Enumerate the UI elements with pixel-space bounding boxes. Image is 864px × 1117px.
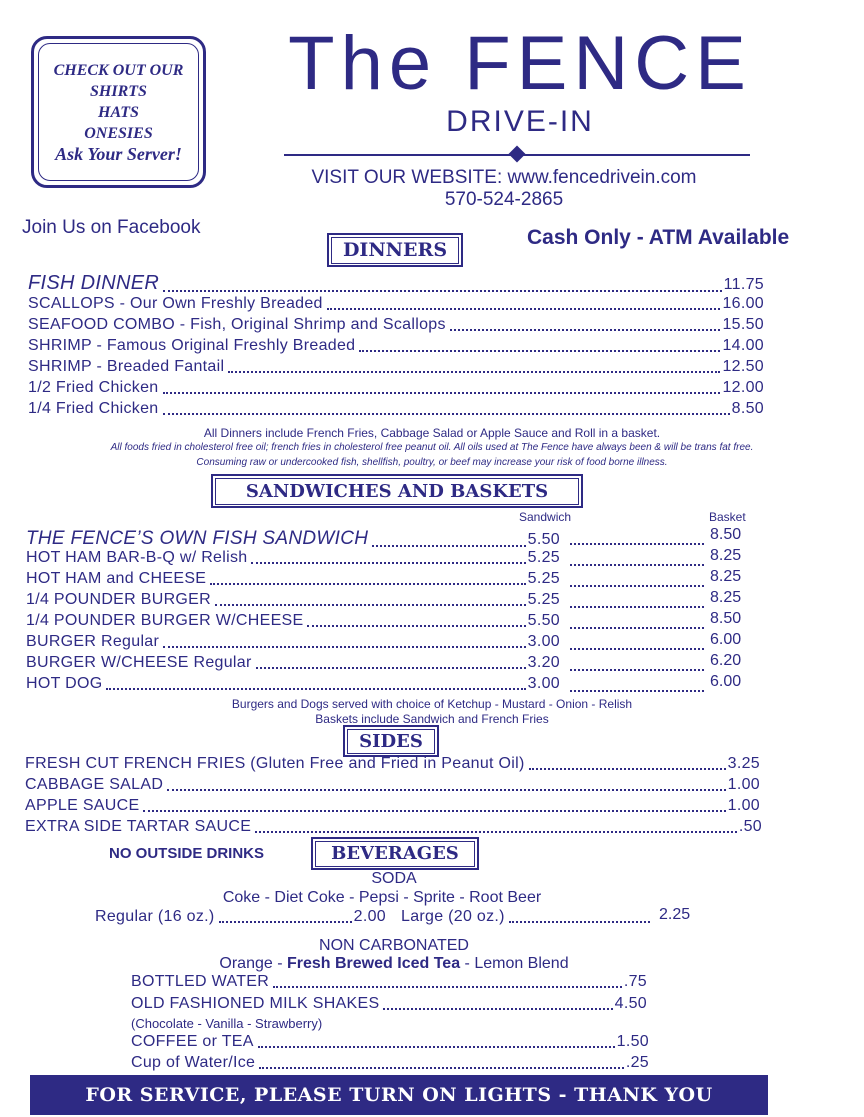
diamond-ornament-icon: [509, 146, 526, 163]
item-name: Cup of Water/Ice: [131, 1054, 256, 1071]
item-price: 12.50: [722, 358, 764, 375]
menu-item-row: [28, 316, 764, 334]
basket-price: 8.25: [710, 547, 742, 564]
item-price: 16.00: [722, 295, 764, 312]
menu-item-row: [28, 358, 764, 376]
facebook-text: Join Us on Facebook: [22, 217, 201, 238]
beverages-heading: BEVERAGES: [315, 841, 475, 867]
sandwich-price: 3.00: [527, 633, 560, 650]
promo-line: Ask Your Server!: [55, 143, 182, 164]
condiments-note: Burgers and Dogs served with choice of Ketchup - Mustard - Onion - Relish: [231, 697, 633, 711]
item-price: 1.50: [616, 1033, 649, 1050]
noncarb-pre: Orange -: [219, 955, 287, 972]
website-line: VISIT OUR WEBSITE: www.fencedrivein.com: [311, 167, 697, 188]
item-price: .75: [623, 973, 647, 990]
dot-leader: [163, 401, 730, 415]
item-name: 1/4 POUNDER BURGER: [26, 591, 211, 608]
dinners-heading: DINNERS: [331, 237, 459, 264]
noncarb-post: - Lemon Blend: [460, 955, 569, 972]
sandwiches-heading-box: [211, 474, 583, 508]
dinners-heading-box: [327, 233, 463, 267]
size-label: Large (20 oz.): [401, 908, 505, 925]
restaurant-title: The FENCE: [288, 21, 752, 106]
dot-leader: [106, 676, 525, 690]
merch-promo-box: [31, 36, 206, 188]
dot-leader: [251, 550, 525, 564]
dot-leader: [570, 648, 704, 650]
sandwich-row: [26, 570, 560, 588]
dot-leader: [529, 756, 726, 770]
phone-number: 570-524-2865: [444, 189, 564, 210]
side-row: [25, 797, 760, 815]
sandwich-price: 5.50: [527, 612, 560, 629]
noncarb-label: NON CARBONATED: [319, 937, 469, 954]
dot-leader: [359, 338, 720, 352]
dot-leader: [215, 592, 526, 606]
item-name: BURGER W/CHEESE Regular: [26, 654, 252, 671]
soda-list: Coke - Diet Coke - Pepsi - Sprite - Root Beer: [222, 889, 542, 906]
promo-line: HATS: [98, 103, 139, 121]
dot-leader: [167, 777, 725, 791]
size-price: 2.25: [659, 906, 691, 923]
sandwich-row: [26, 528, 560, 550]
dot-leader: [219, 909, 352, 923]
item-price: 8.50: [731, 400, 764, 417]
dot-leader: [273, 974, 622, 988]
dot-leader: [307, 613, 525, 627]
size-price: 2.00: [353, 908, 386, 925]
dot-leader: [450, 317, 721, 331]
dot-leader: [163, 634, 526, 648]
menu-item-row: [28, 295, 764, 313]
sandwich-price: 5.50: [527, 531, 560, 548]
sandwich-row: [26, 549, 560, 567]
oil-fine-print: All foods fried in cholesterol free oil; french fries in cholesterol free peanut oil. All oils used at The Fence have always been & will be trans fat free.: [110, 442, 754, 453]
sandwich-row: [26, 675, 560, 693]
no-outside-drinks: NO OUTSIDE DRINKS: [109, 845, 265, 862]
basket-price: 8.50: [710, 610, 742, 627]
noncarb-featured: Fresh Brewed Iced Tea: [286, 955, 461, 972]
beverage-row: [131, 1054, 649, 1072]
basket-price: 6.20: [710, 652, 742, 669]
item-name: EXTRA SIDE TARTAR SAUCE: [25, 818, 252, 835]
menu-item-row: [28, 400, 764, 418]
sandwich-price: 5.25: [527, 570, 560, 587]
basket-price: 8.50: [710, 526, 742, 543]
dot-leader: [163, 278, 722, 292]
menu-item-row: [28, 337, 764, 355]
basket-price: 6.00: [710, 631, 742, 648]
dot-leader: [383, 996, 612, 1010]
dot-leader: [570, 564, 704, 566]
basket-price: 6.00: [710, 673, 742, 690]
item-price: .50: [738, 818, 762, 835]
col-head-sandwich: Sandwich: [519, 510, 572, 524]
soda-regular-row: [95, 908, 386, 926]
service-banner: [30, 1075, 768, 1115]
item-name: OLD FASHIONED MILK SHAKES: [131, 995, 380, 1012]
size-label: Regular (16 oz.): [95, 908, 215, 925]
menu-item-row: [28, 272, 764, 295]
item-name: SEAFOOD COMBO - Fish, Original Shrimp and Scallops: [28, 316, 446, 333]
sides-heading-box: [343, 725, 439, 757]
dot-leader: [143, 798, 725, 812]
service-banner-text: FOR SERVICE, PLEASE TURN ON LIGHTS - THANK YOU: [85, 1084, 713, 1106]
dot-leader: [570, 627, 704, 629]
dot-leader: [258, 1034, 615, 1048]
soda-large-row: [401, 908, 652, 926]
sandwich-price: 5.25: [527, 591, 560, 608]
beverages-heading-box: [311, 837, 479, 870]
dot-leader: [327, 296, 721, 310]
item-price: 14.00: [722, 337, 764, 354]
side-row: [25, 818, 762, 836]
item-price: 3.25: [727, 755, 760, 772]
dot-leader: [255, 819, 737, 833]
item-name: SHRIMP - Famous Original Freshly Breaded: [28, 337, 356, 354]
dot-leader: [570, 543, 704, 545]
dot-leader: [163, 380, 721, 394]
basket-price: 8.25: [710, 589, 742, 606]
sandwich-row: [26, 591, 560, 609]
item-name: 1/4 POUNDER BURGER W/CHEESE: [26, 612, 304, 629]
side-row: [25, 776, 760, 794]
basket-price: 8.25: [710, 568, 742, 585]
item-name: HOT HAM and CHEESE: [26, 570, 207, 587]
sandwich-row: [26, 612, 560, 630]
sandwich-price: 3.20: [527, 654, 560, 671]
restaurant-subtitle: DRIVE-IN: [446, 105, 594, 138]
dinners-note: All Dinners include French Fries, Cabbage Salad or Apple Sauce and Roll in a basket.: [203, 426, 661, 440]
dot-leader: [256, 655, 526, 669]
beverage-row: [131, 973, 647, 991]
dot-leader: [570, 585, 704, 587]
dot-leader: [228, 359, 720, 373]
item-name: COFFEE or TEA: [131, 1033, 254, 1050]
item-price: 1.00: [727, 797, 760, 814]
sandwich-price: 3.00: [527, 675, 560, 692]
dot-leader: [509, 909, 650, 923]
shake-flavors: (Chocolate - Vanilla - Strawberry): [131, 1016, 323, 1031]
baskets-note: Baskets include Sandwich and French Fries: [315, 712, 549, 726]
sides-heading: SIDES: [347, 729, 435, 754]
food-safety-fine-print: Consuming raw or undercooked fish, shellfish, poultry, or beef may increase your risk of food borne illness.: [196, 457, 668, 468]
dot-leader: [259, 1055, 624, 1069]
item-price: 1.00: [727, 776, 760, 793]
item-name: 1/2 Fried Chicken: [28, 379, 159, 396]
col-head-basket: Basket: [709, 510, 746, 524]
dot-leader: [570, 690, 704, 692]
promo-line: CHECK OUT OUR: [53, 61, 184, 79]
merch-promo-inner: [38, 43, 199, 181]
noncarb-list: [0, 955, 788, 973]
sandwich-price: 5.25: [527, 549, 560, 566]
promo-line: SHIRTS: [90, 82, 147, 100]
side-row: [25, 755, 760, 773]
dot-leader: [372, 533, 525, 547]
item-name: APPLE SAUCE: [25, 797, 140, 814]
item-name: FRESH CUT FRENCH FRIES (Gluten Free and Fried in Peanut Oil): [25, 755, 525, 772]
item-name: BOTTLED WATER: [131, 973, 270, 990]
menu-item-row: [28, 379, 764, 397]
dot-leader: [210, 571, 525, 585]
item-price: 4.50: [614, 995, 647, 1012]
item-name: THE FENCE’S OWN FISH SANDWICH: [26, 528, 369, 549]
promo-line: ONESIES: [84, 124, 153, 142]
sandwich-row: [26, 654, 560, 672]
payment-note: Cash Only - ATM Available: [527, 226, 790, 249]
item-price: .25: [625, 1054, 649, 1071]
item-price: 12.00: [722, 379, 764, 396]
sandwiches-heading: SANDWICHES AND BASKETS: [215, 478, 579, 505]
beverage-row: [131, 995, 647, 1013]
item-name: FISH DINNER: [28, 272, 160, 294]
item-name: SCALLOPS - Our Own Freshly Breaded: [28, 295, 323, 312]
item-name: 1/4 Fried Chicken: [28, 400, 159, 417]
item-name: SHRIMP - Breaded Fantail: [28, 358, 225, 375]
beverage-row: [131, 1033, 649, 1051]
item-price: 15.50: [722, 316, 764, 333]
soda-label: SODA: [371, 870, 417, 887]
sandwich-row: [26, 633, 560, 651]
item-name: HOT HAM BAR-B-Q w/ Relish: [26, 549, 248, 566]
dot-leader: [570, 606, 704, 608]
item-name: BURGER Regular: [26, 633, 160, 650]
item-price: 11.75: [723, 276, 764, 293]
dot-leader: [570, 669, 704, 671]
item-name: CABBAGE SALAD: [25, 776, 164, 793]
item-name: HOT DOG: [26, 675, 103, 692]
